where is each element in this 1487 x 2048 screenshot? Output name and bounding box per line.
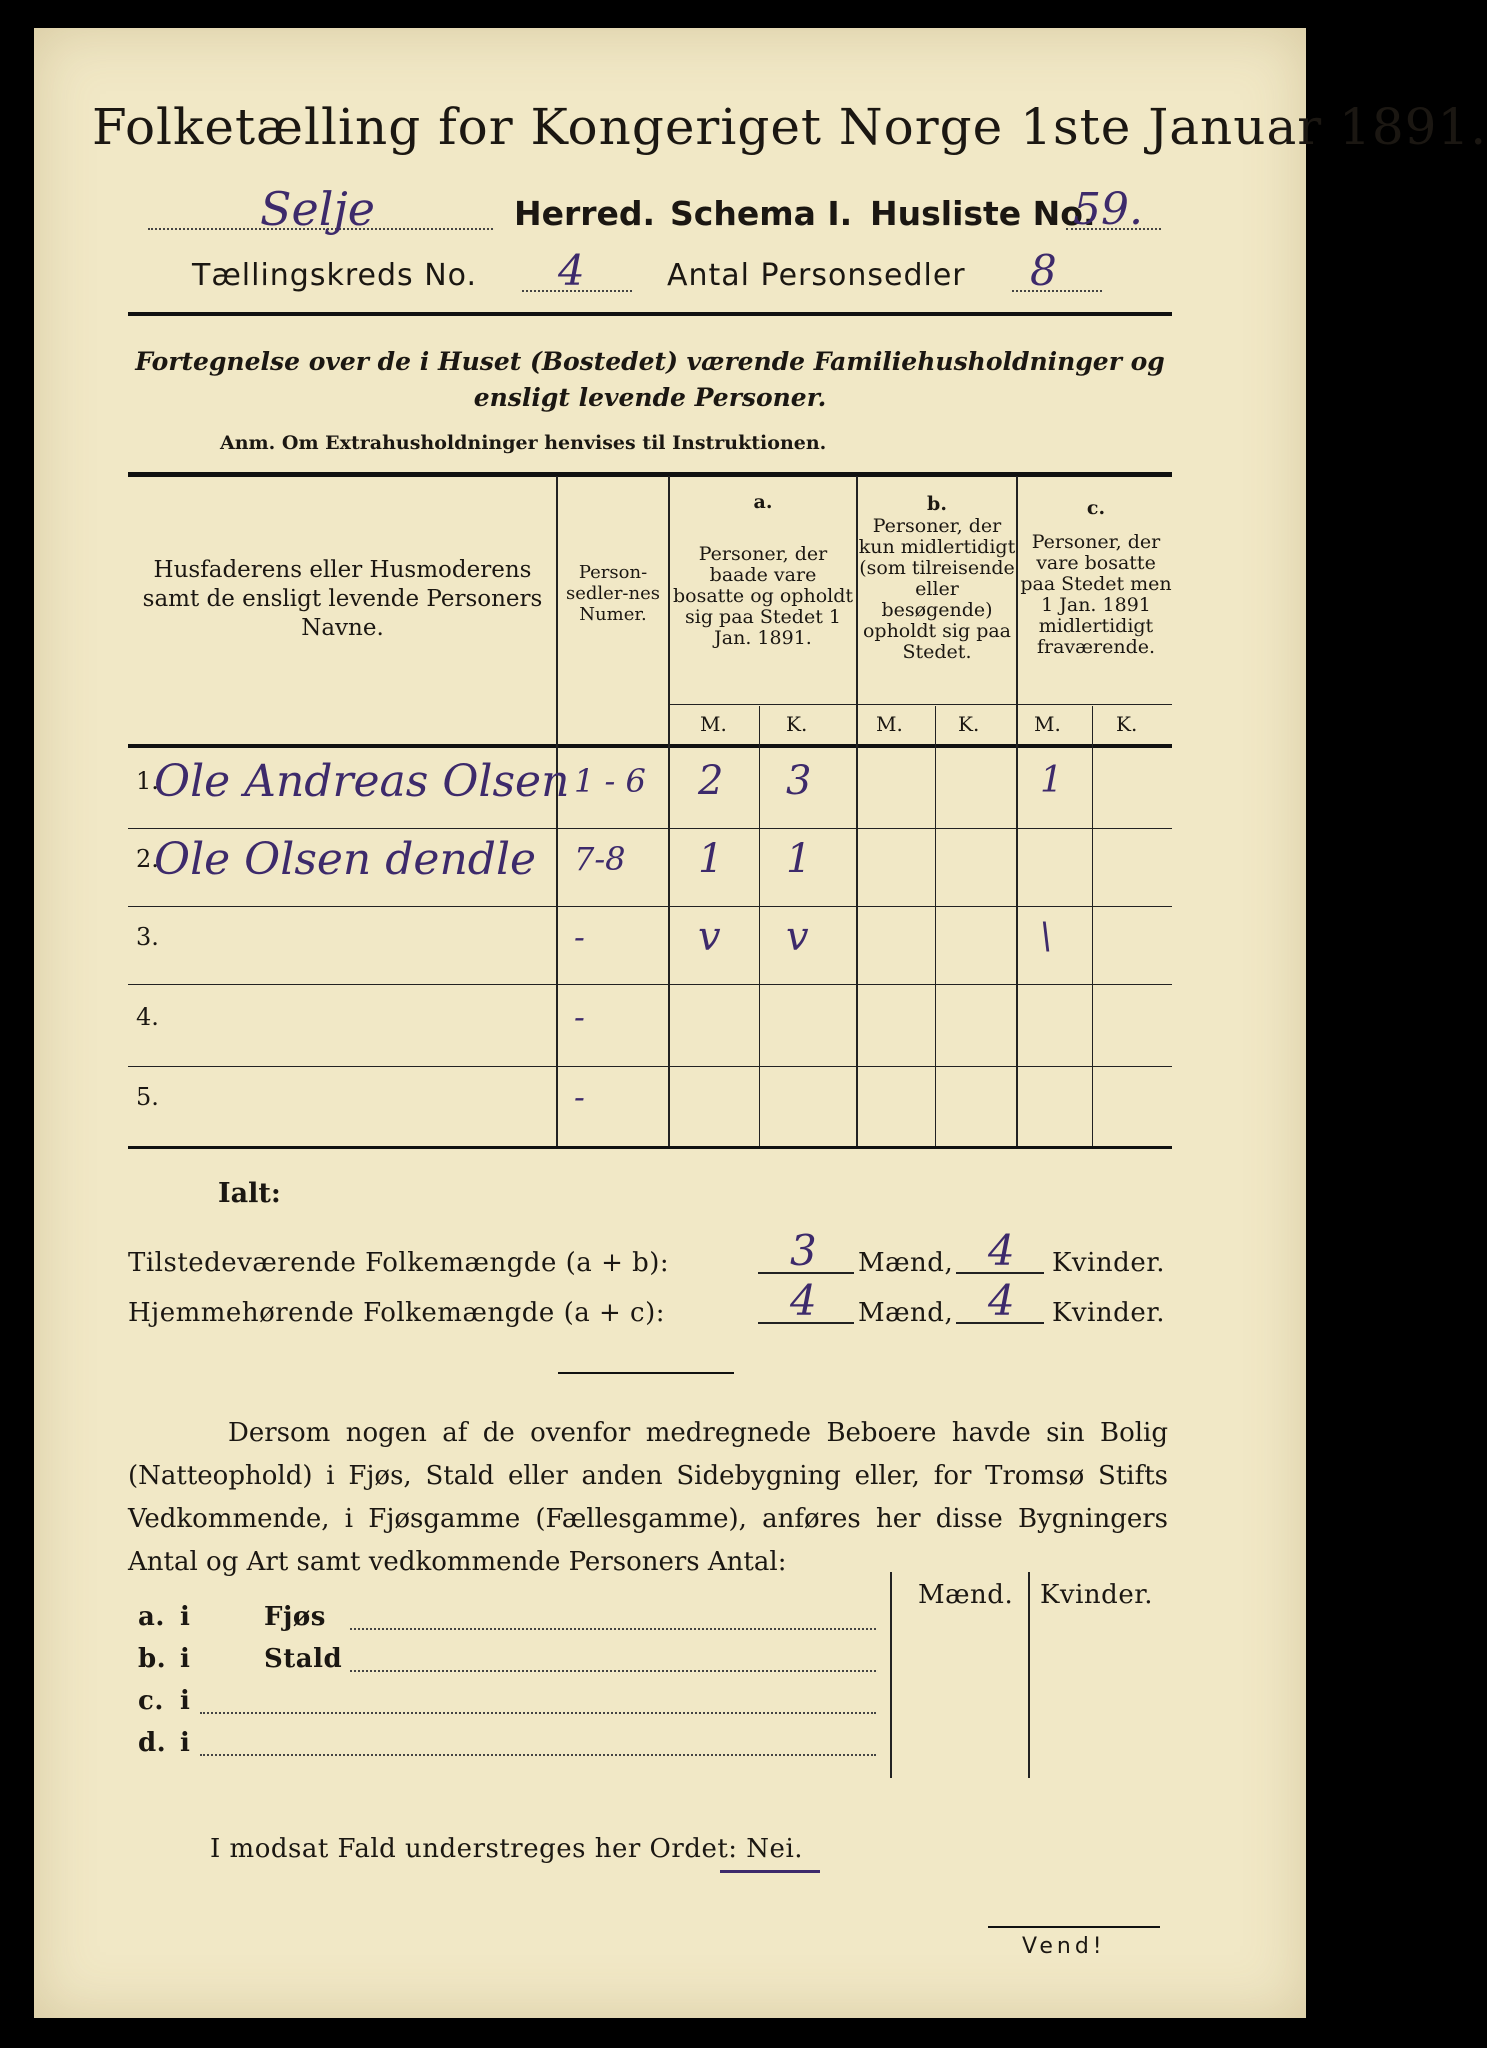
col-divider-4 xyxy=(1016,476,1018,1146)
row-number: 3. xyxy=(136,922,159,951)
buildings-divider-2 xyxy=(1028,1572,1030,1778)
row-a-k: v xyxy=(786,914,809,960)
hjemme-kvinder-label: Kvinder. xyxy=(1052,1298,1166,1328)
b-m-header: M. xyxy=(876,712,903,736)
herred-label: Herred. xyxy=(514,194,656,233)
kreds-line xyxy=(192,246,1122,302)
col-divider-1 xyxy=(556,476,558,1146)
row-number: 4. xyxy=(136,1002,159,1031)
row-numer: - xyxy=(574,998,585,1037)
building-dotted-line xyxy=(350,1628,876,1630)
building-letter: d. xyxy=(138,1728,167,1758)
herred-value: Selje xyxy=(260,182,375,236)
buildings-kvinder-header: Kvinder. xyxy=(1040,1580,1154,1610)
building-letter: a. xyxy=(138,1602,165,1632)
nei-instruction: I modsat Fald understreges her Ordet: Nei. xyxy=(210,1834,804,1864)
antal-value: 8 xyxy=(1030,246,1057,295)
schema-label: Schema I. xyxy=(670,194,853,233)
building-prep: i xyxy=(180,1728,191,1758)
row-a-k: 1 xyxy=(786,836,812,882)
row-numer: 7-8 xyxy=(574,840,626,879)
building-dotted-line xyxy=(200,1754,876,1756)
col-header-b: Personer, der kun midlertidigt (som tilreisende eller besøgende) opholdt sig paa Stedet. xyxy=(858,515,1016,663)
annotation-note: Anm. Om Extrahusholdninger henvises til Instruktionen. xyxy=(220,432,827,454)
row-c-m: 1 xyxy=(1040,760,1063,802)
husliste-value: 59. xyxy=(1073,184,1143,235)
table-bottom-rule xyxy=(128,1146,1172,1149)
c-m-header: M. xyxy=(1034,712,1061,736)
building-letter: c. xyxy=(138,1686,164,1716)
col-header-names: Husfaderens eller Husmoderens samt de ensligt levende Personers Navne. xyxy=(142,557,543,641)
building-prep: i xyxy=(180,1686,191,1716)
row-numer: - xyxy=(574,918,585,957)
nei-underline xyxy=(720,1870,820,1873)
col-header-numer: Person-sedler-nes Numer. xyxy=(566,562,660,625)
vend-label: Vend! xyxy=(1022,1934,1106,1959)
form-heading: Fortegnelse over de i Huset (Bostedet) værende Familiehusholdninger og ensligt levende Personer. xyxy=(135,347,1165,412)
tilstede-k-value: 4 xyxy=(988,1226,1015,1275)
tilstede-m-value: 3 xyxy=(790,1226,817,1275)
hjemme-m-value: 4 xyxy=(790,1276,817,1325)
col-header-c: Personer, der vare bosatte paa Stedet men 1 Jan. 1891 midlertidigt fraværende. xyxy=(1020,531,1172,658)
kreds-value: 4 xyxy=(558,246,585,295)
row-a-k: 3 xyxy=(786,758,812,804)
tilstede-label: Tilstedeværende Folkemængde (a + b): xyxy=(128,1248,670,1278)
ialt-label: Ialt: xyxy=(218,1178,281,1209)
sidebuilding-paragraph: Dersom nogen af de ovenfor medregnede Beboere havde sin Bolig (Natteophold) i Fjøs, Stald eller anden Sidebygning eller, for Tromsø Stifts Vedkommende, i Fjøsgamme (Fællesgamme), anføres her disse Bygningers Antal og Art samt vedkommende Personers Antal: xyxy=(128,1418,1168,1577)
title-rule xyxy=(128,312,1172,316)
herred-line xyxy=(148,182,1168,238)
a-k-header: K. xyxy=(786,712,808,736)
buildings-maend-header: Mænd. xyxy=(918,1580,1014,1610)
a-m-header: M. xyxy=(700,712,727,736)
census-form-sheet xyxy=(34,28,1487,2018)
b-k-header: K. xyxy=(958,712,980,736)
vend-rule xyxy=(988,1926,1160,1928)
row-number: 1. xyxy=(136,766,159,795)
tilstede-kvinder-label: Kvinder. xyxy=(1052,1248,1166,1278)
row-rule-4 xyxy=(128,1066,1172,1067)
mk-header-rule xyxy=(668,704,1172,705)
row-rule-1 xyxy=(128,828,1172,829)
col-divider-c-mk xyxy=(1092,706,1093,1146)
row-rule-2 xyxy=(128,906,1172,907)
row-a-m: 2 xyxy=(698,758,724,804)
col-divider-2 xyxy=(668,476,670,1146)
row-number: 5. xyxy=(136,1082,159,1111)
row-a-m: 1 xyxy=(698,836,724,882)
buildings-divider-1 xyxy=(890,1572,892,1778)
hjemme-maend-label: Mænd, xyxy=(858,1298,954,1328)
building-letter: b. xyxy=(138,1644,167,1674)
building-dotted-line xyxy=(350,1670,876,1672)
hjemme-k-value: 4 xyxy=(988,1276,1015,1325)
antal-dotted-line xyxy=(1012,290,1102,292)
building-name: Stald xyxy=(264,1644,343,1674)
row-rule-3 xyxy=(128,984,1172,985)
form-title: Folketælling for Kongeriget Norge 1ste Januar 1891. xyxy=(92,98,1487,156)
col-divider-b-mk xyxy=(935,706,936,1146)
row-name: Ole Olsen dendle xyxy=(154,833,537,885)
hjemme-label: Hjemmehørende Folkemængde (a + c): xyxy=(128,1298,665,1328)
c-k-header: K. xyxy=(1116,712,1138,736)
row-number: 2. xyxy=(136,844,159,873)
section-divider xyxy=(558,1372,734,1374)
building-prep: i xyxy=(180,1644,191,1674)
building-prep: i xyxy=(180,1602,191,1632)
col-header-b-letter: b. xyxy=(927,493,947,515)
husliste-label: Husliste No. xyxy=(870,194,1096,233)
row-numer: 1 - 6 xyxy=(574,762,646,801)
antal-label: Antal Personsedler xyxy=(667,258,966,293)
row-name: Ole Andreas Olsen xyxy=(154,755,570,807)
building-dotted-line xyxy=(200,1712,876,1714)
row-numer: - xyxy=(574,1078,585,1117)
col-header-a: Personer, der baade vare bosatte og opholdt sig paa Stedet 1 Jan. 1891. xyxy=(672,543,854,649)
row-c-m: \ xyxy=(1040,916,1053,958)
tilstede-maend-label: Mænd, xyxy=(858,1248,954,1278)
col-header-c-letter: c. xyxy=(1086,497,1106,519)
building-name: Fjøs xyxy=(264,1602,326,1632)
kreds-label: Tællingskreds No. xyxy=(192,258,477,293)
row-a-m: v xyxy=(698,914,721,960)
col-header-a-letter: a. xyxy=(753,491,773,513)
col-divider-a-mk xyxy=(759,706,760,1146)
